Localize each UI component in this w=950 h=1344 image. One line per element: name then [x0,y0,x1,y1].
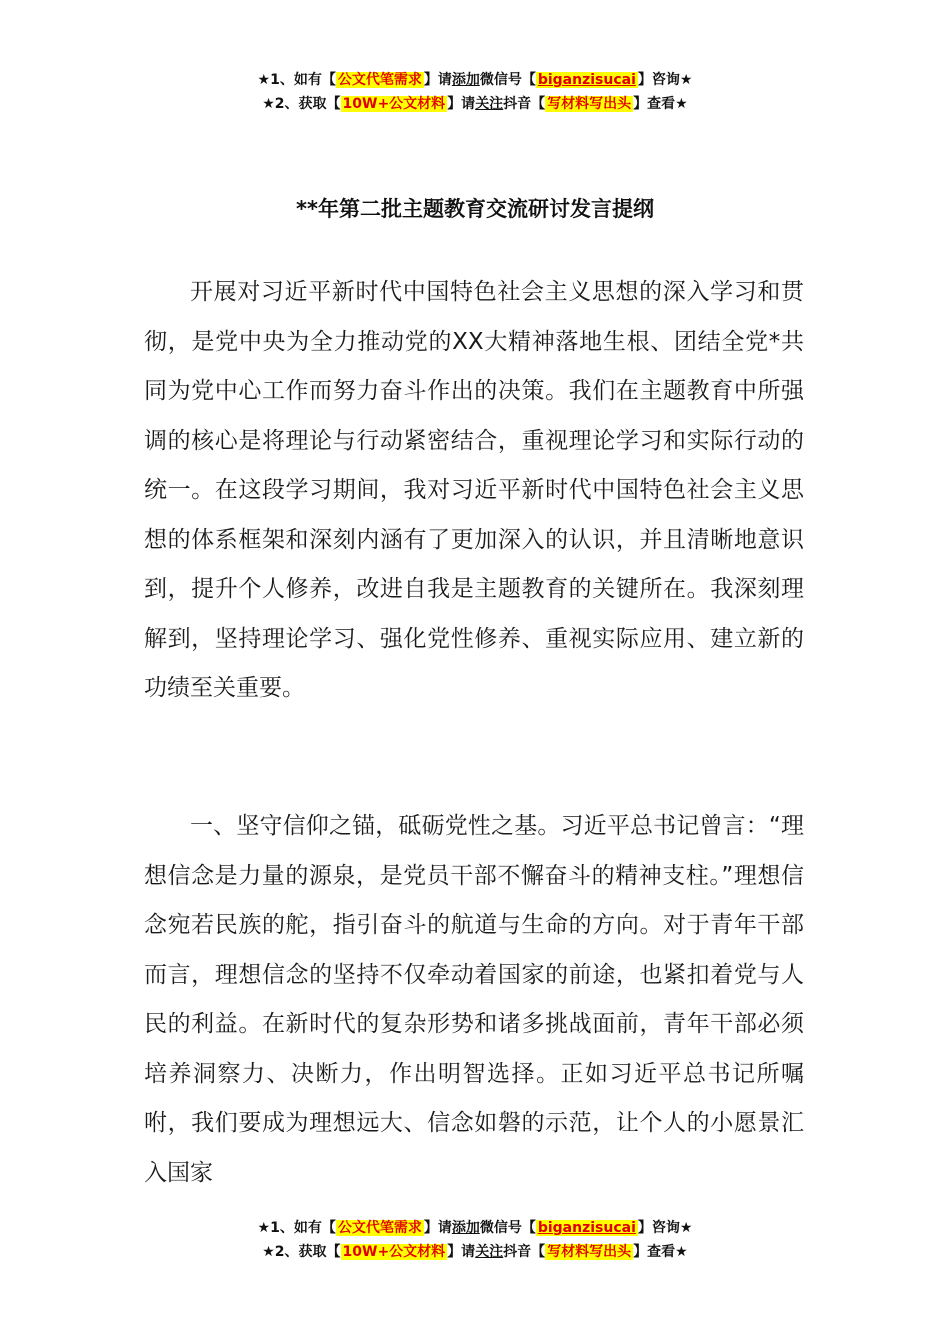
banner-text: ★1、如有【 [257,1220,336,1236]
banner-text: 】请 [423,1220,452,1236]
banner-text: 】查看★ [633,96,688,112]
banner-line-1 [0,68,950,92]
banner-text: 微信号【 [479,72,536,88]
banner-text: ★2、获取【 [262,1244,341,1260]
banner-line-2 [0,1240,950,1264]
banner-text: ★2、获取【 [262,96,341,112]
banner-douyin-id: 写材料写出头 [547,96,632,112]
banner-emphasis: 添加 [451,1220,480,1236]
banner-line-1 [0,1216,950,1240]
banner-highlight: 10W+公文材料 [342,96,446,112]
banner-text: 】请 [447,96,476,112]
banner-highlight: 公文代笔需求 [337,1220,422,1236]
banner-emphasis: 关注 [475,96,504,112]
banner-wechat-id: biganzisucai [537,72,636,88]
banner-text: ★1、如有【 [257,72,336,88]
banner-text: 】咨询★ [637,72,693,88]
banner-text: 】查看★ [633,1244,688,1260]
banner-line-2 [0,92,950,116]
banner-text: 】请 [447,1244,476,1260]
banner-highlight: 公文代笔需求 [337,72,422,88]
banner-text: 】咨询★ [637,1220,693,1236]
document-title: **年第二批主题教育交流研讨发言提纲 [296,197,654,221]
banner-text: 】请 [423,72,452,88]
banner-text: 微信号【 [479,1220,536,1236]
banner-emphasis: 关注 [475,1244,504,1260]
banner-text: 抖音【 [503,96,546,112]
body-paragraph: 一、坚守信仰之锚，砥砺党性之基。习近平总书记曾言：“理想信念是力量的源泉，是党员干部不懈奋斗的精神支柱。”理想信念宛若民族的舵，指引奋斗的航道与生命的方向。对于青年干部而言，理想信念的坚持不仅牵动着国家的前途，也紧扣着党与人民的利益。在新时代的复杂形势和诸多挑战面前，青年干部必须培养洞察力、决断力，作出明智选择。正如习近平总书记所嘱咐，我们要成为理想远大、信念如磐的示范，让个人的小愿景汇入国家 [144,813,804,1186]
banner-text: 抖音【 [503,1244,546,1260]
banner-highlight: 10W+公文材料 [342,1244,446,1260]
body-paragraph: 开展对习近平新时代中国特色社会主义思想的深入学习和贯彻，是党中央为全力推动党的XX大精神落地生根、团结全党*共同为党中心工作而努力奋斗作出的决策。我们在主题教育中所强调的核心是将理论与行动紧密结合，重视理论学习和实际行动的统一。在这段学习期间，我对习近平新时代中国特色社会主义思想的体系框架和深刻内涵有了更加深入的认识，并且清晰地意识到，提升个人修养，改进自我是主题教育的关键所在。我深刻理解到，坚持理论学习、强化党性修养、重视实际应用、建立新的功绩至关重要。 [144,279,804,701]
header-banner [0,68,950,116]
banner-emphasis: 添加 [451,72,480,88]
banner-wechat-id: biganzisucai [537,1220,636,1236]
banner-douyin-id: 写材料写出头 [547,1244,632,1260]
footer-banner [0,1216,950,1264]
